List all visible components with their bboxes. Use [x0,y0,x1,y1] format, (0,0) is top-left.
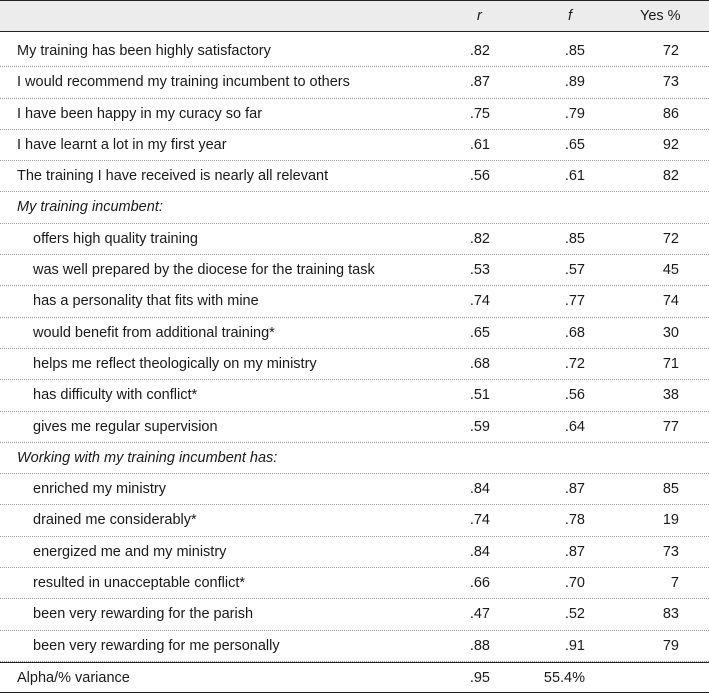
row-f: .87 [564,481,585,498]
table-row [0,380,709,411]
row-yes: 74 [662,293,679,310]
row-label: resulted in unacceptable conflict* [33,575,245,592]
table-row [0,255,709,286]
row-label: drained me considerably* [33,512,197,529]
row-r: .68 [469,355,490,372]
row-f: .72 [564,355,585,372]
row-r: .65 [469,324,490,341]
row-label: I have learnt a lot in my first year [17,136,227,153]
row-label: I would recommend my training incumbent to others [17,74,350,91]
table-row [0,537,709,568]
table-row [0,161,709,192]
footer-row [0,662,709,693]
footer-f: 55.4% [543,669,585,686]
row-label: helps me reflect theologically on my ministry [33,355,317,372]
row-r: .59 [469,418,490,435]
row-r: .82 [469,230,490,247]
row-yes: 7 [670,575,679,592]
row-f: .79 [564,105,585,122]
row-r: .74 [469,512,490,529]
row-label: offers high quality training [33,230,198,247]
table-row [0,318,709,349]
table-row [0,599,709,630]
row-yes: 72 [662,230,679,247]
row-label: been very rewarding for the parish [33,606,254,623]
table-row [0,224,709,255]
section-heading: My training incumbent: [17,199,163,216]
footer-label: Alpha/% variance [17,669,130,686]
row-label: was well prepared by the diocese for the training task [33,262,375,279]
row-f: .85 [564,230,585,247]
row-r: .84 [469,481,490,498]
table-row [0,36,709,67]
row-yes: 45 [662,262,679,279]
row-f: .91 [564,637,585,654]
row-f: .65 [564,136,585,153]
header-r: r [477,8,482,24]
table-row [0,349,709,380]
row-yes: 85 [662,481,679,498]
row-r: .84 [469,543,490,560]
header-f: f [568,8,573,24]
table-row [0,286,709,317]
row-label: has difficulty with conflict* [33,387,198,404]
row-yes: 83 [662,606,679,623]
row-yes: 71 [662,355,679,372]
header-yes-percent: Yes % [640,8,681,24]
row-label: been very rewarding for me personally [33,637,280,654]
row-f: .78 [564,512,585,529]
row-f: .68 [564,324,585,341]
table-row [0,412,709,443]
row-f: .85 [564,43,585,59]
row-yes: 77 [662,418,679,435]
row-yes: 30 [662,324,679,341]
row-f: .87 [564,543,585,560]
row-yes: 92 [662,136,679,153]
row-yes: 38 [662,387,679,404]
table-row [0,67,709,98]
row-label: energized me and my ministry [33,543,227,560]
section-heading: Working with my training incumbent has: [17,449,278,466]
row-f: .56 [564,387,585,404]
table-row [0,474,709,505]
table-row [0,568,709,599]
row-label: I have been happy in my curacy so far [17,105,263,122]
row-label: enriched my ministry [33,481,166,498]
row-label: would benefit from additional training* [33,324,275,341]
table-body [0,36,709,693]
row-f: .57 [564,262,585,279]
table-row [0,130,709,161]
row-r: .74 [469,293,490,310]
row-r: .75 [469,105,490,122]
row-yes: 72 [662,43,679,59]
row-yes: 79 [662,637,679,654]
table-header [0,0,709,32]
row-f: .52 [564,606,585,623]
row-f: .77 [564,293,585,310]
row-label: My training has been highly satisfactory [17,43,271,59]
row-yes: 73 [662,74,679,91]
row-r: .51 [469,387,490,404]
row-f: .89 [564,74,585,91]
section-heading-row [0,443,709,474]
section-heading-row [0,192,709,223]
row-r: .66 [469,575,490,592]
table-row [0,505,709,536]
row-r: .56 [469,168,490,185]
row-yes: 73 [662,543,679,560]
row-yes: 82 [662,168,679,185]
row-label: The training I have received is nearly all relevant [17,168,329,185]
row-r: .53 [469,262,490,279]
row-label: gives me regular supervision [33,418,218,435]
row-r: .61 [469,136,490,153]
row-r: .82 [469,43,490,59]
row-f: .64 [564,418,585,435]
table-row [0,631,709,662]
row-r: .88 [469,637,490,654]
footer-r: .95 [469,669,490,686]
row-label: has a personality that fits with mine [33,293,259,310]
row-yes: 86 [662,105,679,122]
row-f: .70 [564,575,585,592]
table-row [0,99,709,130]
row-yes: 19 [662,512,679,529]
row-r: .47 [469,606,490,623]
row-f: .61 [564,168,585,185]
row-r: .87 [469,74,490,91]
